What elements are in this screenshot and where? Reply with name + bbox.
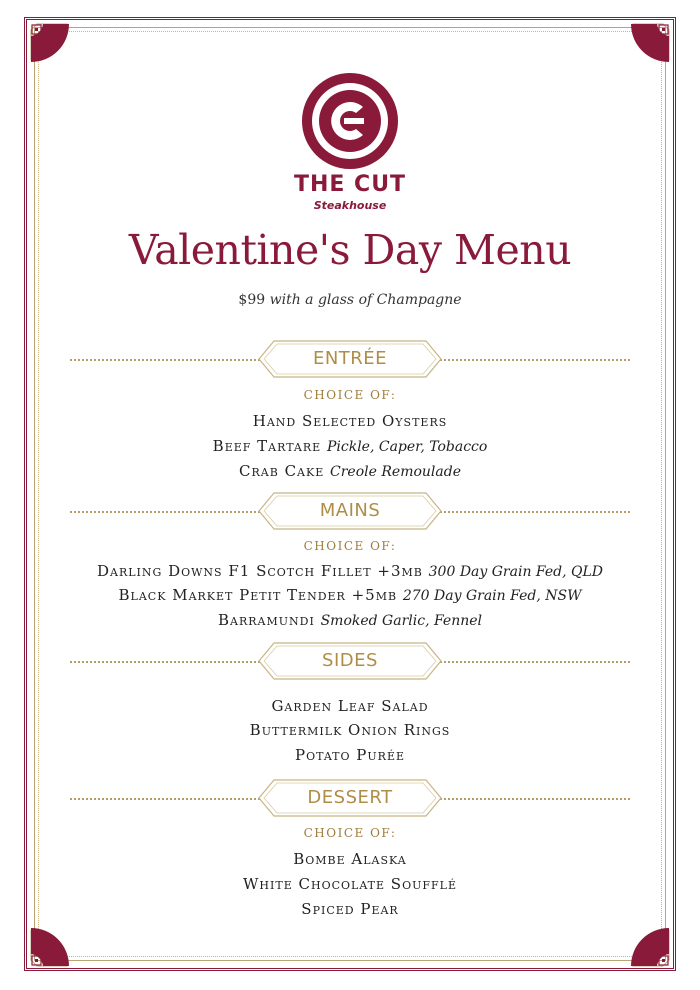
menu-item-name: Buttermilk Onion Rings [249, 721, 451, 739]
menu-item [0, 562, 700, 580]
corner-ornament-icon [29, 928, 69, 968]
menu-item [0, 850, 700, 868]
corner-ornament-icon [29, 22, 69, 62]
menu-item-name: Crab Cake [239, 462, 325, 480]
menu-item-name: Barramundi [217, 611, 315, 629]
divider-line [440, 661, 630, 663]
choice-label: CHOICE OF: [303, 388, 397, 402]
divider-line [440, 511, 630, 513]
menu-item [0, 412, 700, 430]
divider-line [440, 798, 630, 800]
menu-item-description: Creole Remoulade [330, 464, 461, 480]
corner-ornament-icon [631, 928, 671, 968]
choice-label: CHOICE OF: [303, 826, 397, 840]
section-divider [70, 642, 630, 682]
section-divider [70, 340, 630, 380]
section-divider [70, 779, 630, 819]
menu-item [0, 437, 700, 455]
menu-item-name: Garden Leaf Salad [271, 697, 429, 715]
divider-line [440, 359, 630, 361]
menu-item-name: Hand Selected Oysters [252, 412, 448, 430]
menu-item-name: Darling Downs F1 Scotch Fillet +3mb [96, 562, 423, 580]
choice-label: CHOICE OF: [303, 539, 397, 553]
section-heading: ENTRÉE [312, 348, 388, 369]
section-heading: SIDES [322, 650, 378, 671]
menu-item-description: 270 Day Grain Fed, NSW [402, 588, 582, 604]
menu-item-name: White Chocolate Soufflé [243, 875, 457, 893]
menu-item-name: Potato Purée [294, 746, 406, 764]
menu-item-name: Black Market Petit Tender +5mb [118, 586, 398, 604]
section-heading: DESSERT [307, 787, 393, 808]
section-divider [70, 492, 630, 532]
menu-item [0, 875, 700, 893]
menu-item [0, 462, 700, 480]
price-note: with a glass of Champagne [269, 292, 462, 308]
menu-title: Valentine's Day Menu [128, 226, 572, 274]
menu-item [0, 611, 700, 629]
divider-line [70, 359, 260, 361]
menu-item-description: 300 Day Grain Fed, QLD [428, 564, 604, 580]
divider-line [70, 661, 260, 663]
menu-item [0, 746, 700, 764]
section-heading: MAINS [319, 500, 381, 521]
menu-item-name: Spiced Pear [301, 900, 399, 918]
menu-item [0, 586, 700, 604]
menu-item [0, 697, 700, 715]
menu-item-description: Pickle, Caper, Tobacco [326, 439, 488, 455]
divider-line [70, 798, 260, 800]
logo-icon [300, 71, 400, 171]
corner-ornament-icon [631, 22, 671, 62]
menu-item-description: Smoked Garlic, Fennel [320, 613, 483, 629]
price-line [0, 292, 700, 308]
menu-item-name: Bombe Alaska [293, 850, 407, 868]
brand-name: THE CUT [293, 172, 407, 197]
price-amount: $99 [238, 292, 266, 308]
divider-line [70, 511, 260, 513]
menu-item [0, 900, 700, 918]
menu-item-name: Beef Tartare [212, 437, 322, 455]
menu-item [0, 721, 700, 739]
brand-subtitle: Steakhouse [313, 199, 387, 212]
